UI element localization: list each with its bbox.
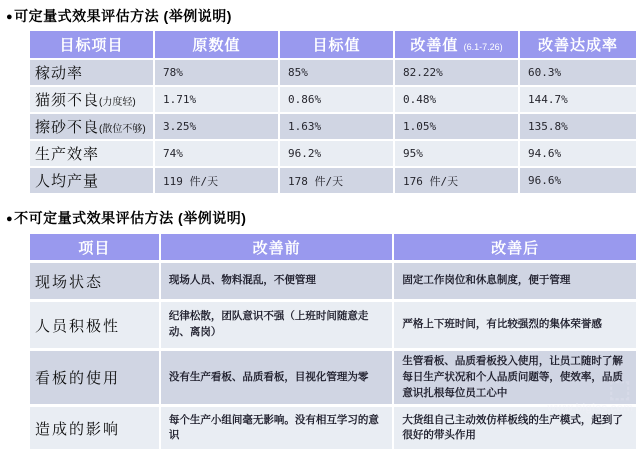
cell-item: 人员积极性 (30, 302, 159, 348)
column-header-before: 改善前 (161, 234, 393, 260)
column-header-item: 项目 (30, 234, 159, 260)
cell-improvement: 176 件/天 (395, 168, 518, 193)
table-row (30, 168, 636, 193)
column-header-target-item: 目标项目 (30, 31, 153, 58)
column-header-original-value: 原数值 (155, 31, 278, 58)
cell-after: 严格上下班时间，有比较强烈的集体荣誉感 (394, 302, 636, 348)
cell-rate: 94.6% (520, 141, 636, 166)
cell-item: 稼动率 (30, 60, 153, 85)
cell-before: 纪律松散，团队意识不强（上班时间随意走动、离岗） (161, 302, 393, 348)
cell-item: 现场状态 (30, 263, 159, 299)
cell-after: 大货组自己主动效仿样板线的生产模式，起到了很好的带头作用 (394, 407, 636, 449)
cell-original: 1.71% (155, 87, 278, 112)
table-row (30, 407, 636, 449)
table-header-row (30, 31, 636, 58)
qualitative-title-text: 不可定量式效果评估方法 (举例说明) (14, 210, 247, 226)
cell-target: 1.63% (280, 114, 393, 139)
cell-rate: 144.7% (520, 87, 636, 112)
cell-item: 看板的使用 (30, 351, 159, 404)
bullet-icon: ● (6, 11, 14, 23)
table-row (30, 351, 636, 404)
cell-improvement: 0.48% (395, 87, 518, 112)
table-row (30, 60, 636, 85)
improvement-date-range: (6.1-7.26) (463, 42, 503, 52)
table-row (30, 141, 636, 166)
cell-original: 119 件/天 (155, 168, 278, 193)
quantitative-title-text: 可定量式效果评估方法 (举例说明) (14, 8, 232, 24)
cell-target: 96.2% (280, 141, 393, 166)
cell-improvement: 82.22% (395, 60, 518, 85)
column-header-achievement-rate: 改善达成率 (520, 31, 636, 58)
quantitative-section-title (6, 6, 641, 26)
cell-rate: 60.3% (520, 60, 636, 85)
cell-after: 生管看板、品质看板投入使用，让员工随时了解每日生产状况和个人品质问题等，使效率，品质意识扎根每位员工心中 (394, 351, 636, 404)
cell-target: 178 件/天 (280, 168, 393, 193)
cell-original: 74% (155, 141, 278, 166)
watermark-logo: ⬚ (608, 376, 633, 403)
bullet-icon: ● (6, 213, 14, 225)
quantitative-results-table (28, 29, 638, 195)
cell-item: 生产效率 (30, 141, 153, 166)
table-row (30, 87, 636, 112)
cell-rate: 96.6% (520, 168, 636, 193)
column-header-after: 改善后 (394, 234, 636, 260)
cell-before: 现场人员、物料混乱，不便管理 (161, 263, 393, 299)
watermark-url: www.bigiss.com (547, 402, 633, 414)
column-header-improvement-value: 改善值 (6.1-7.26) (395, 31, 518, 58)
cell-original: 78% (155, 60, 278, 85)
cell-after: 固定工作岗位和休息制度，便于管理 (394, 263, 636, 299)
cell-item: 人均产量 (30, 168, 153, 193)
cell-target: 85% (280, 60, 393, 85)
qualitative-results-table (28, 231, 638, 452)
qualitative-section-title (6, 208, 641, 228)
table-row (30, 302, 636, 348)
cell-improvement: 1.05% (395, 114, 518, 139)
cell-item: 猫须不良(力度轻) (30, 87, 153, 112)
cell-before: 每个生产小组间毫无影响。没有相互学习的意识 (161, 407, 393, 449)
cell-improvement: 95% (395, 141, 518, 166)
cell-item: 造成的影响 (30, 407, 159, 449)
cell-before: 没有生产看板、品质看板，目视化管理为零 (161, 351, 393, 404)
cell-rate: 135.8% (520, 114, 636, 139)
cell-original: 3.25% (155, 114, 278, 139)
table-header-row (30, 234, 636, 260)
table-row (30, 263, 636, 299)
cell-item: 擦砂不良(散位不够) (30, 114, 153, 139)
table-row (30, 114, 636, 139)
cell-target: 0.86% (280, 87, 393, 112)
column-header-target-value: 目标值 (280, 31, 393, 58)
